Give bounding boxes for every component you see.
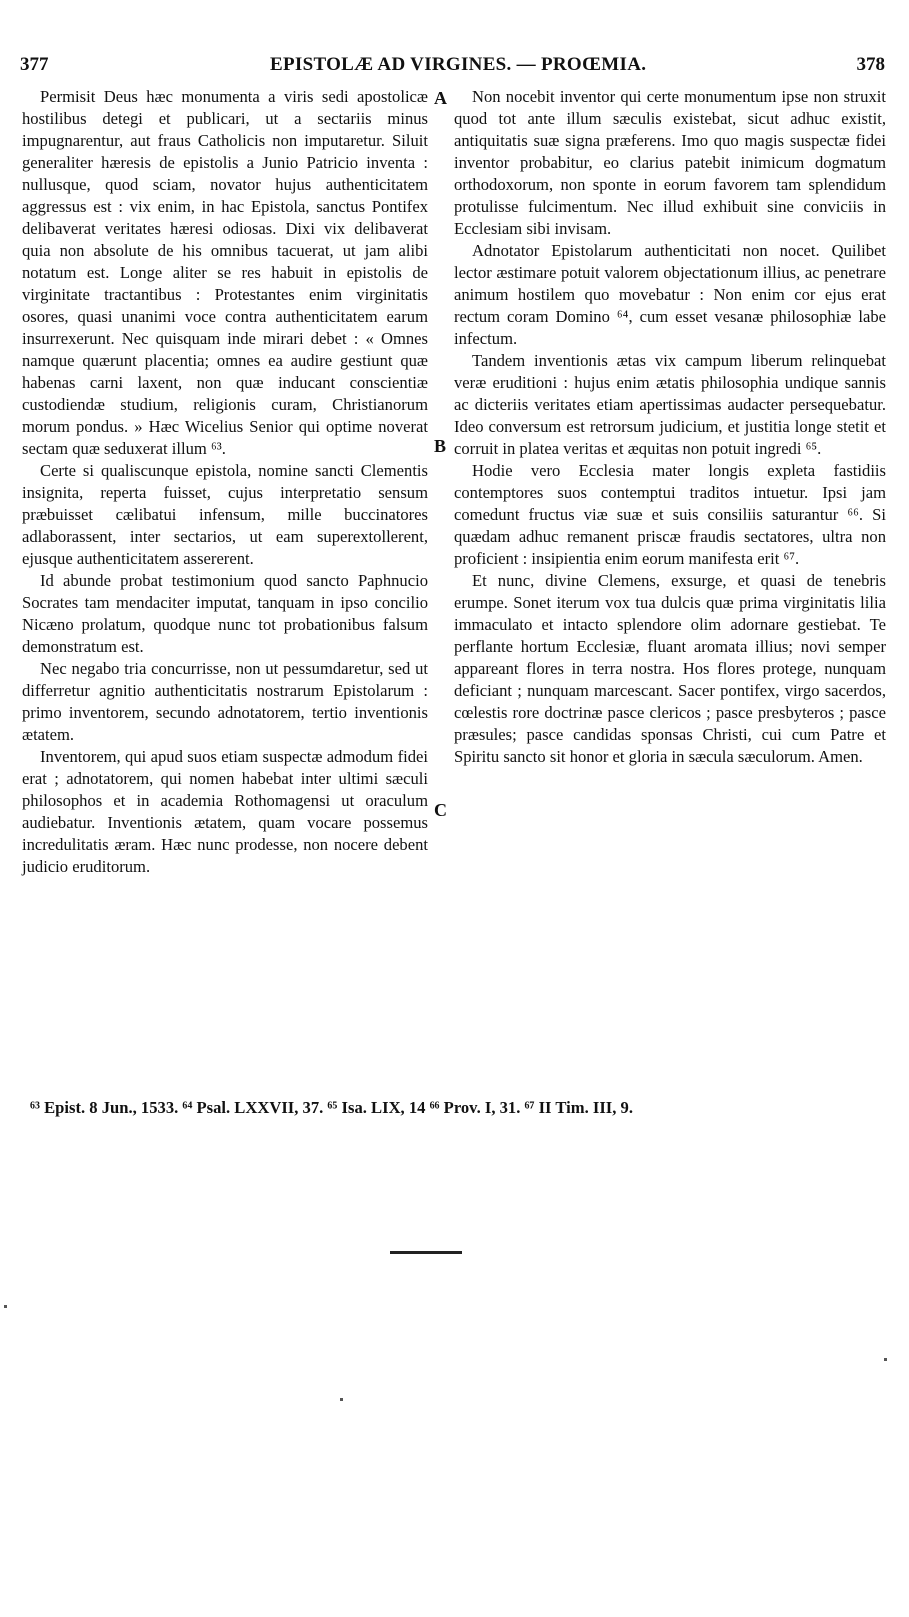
scan-speck	[4, 1305, 7, 1308]
running-header	[0, 54, 909, 82]
paragraph: Permisit Deus hæc monumenta a viris sedi apostolicæ hostilibus detegi et publicari, ut a sectariis minus impugnarentur, aut fraus Catholicis non imputaretur. Siluit generaliter hæresis de epistolis a Junio Patricio inventa : nullusque, quod sciam, novator hujus authenticitatem aggressus est : vix enim, in hac Epistola, sanctus Pontifex delibaverat veritates hæresi odiosas. Dixi vix delibaverat quia non absolute de his omnibus tacuerat, ut jam alibi notatum est. Longe aliter se res habuit in epistolis de virginitate tractantibus : Protestantes enim virginitatis osores, quasi unanimi voce contra authenticitatem earum insurrexerunt. Nec quisquam inde mirari debet : « Omnes namque quærunt placentia; omnes ea audire gestiunt quæ habenas carni laxent, non quæ inducant conscientiæ custodiendæ studium, religionis curam, Christianorum morum pondus. » Hæc Wicelius Senior qui optime noverat sectam quæ seduxerat illum ⁶³.	[22, 87, 428, 458]
paragraph: Non nocebit inventor qui certe monumentum ipse non struxit quod tot ante illum sæculis existebat, sicut adhuc existit, antiquitatis suæ signa præferens. Imo quo magis suspectæ fidei inventor probabitur, eo clarius patebit inimicum dogmatum orthodoxorum, non sponte in eorum favorem tam splendidum protulisse fulcimentum. Nec illud exhibuit sine conviciis in Ecclesiam sibi invisam.	[454, 87, 886, 238]
scan-speck	[340, 1398, 343, 1401]
page-number-right: 378	[856, 54, 885, 75]
paragraph: Et nunc, divine Clemens, exsurge, et quasi de tenebris erumpe. Sonet iterum vox tua dulcis quæ prima virginitatis lilia immaculato et intacto splendore olim adornare gestiebat. Te perflante hortum Ecclesiæ, fluant aromata illius; novi semper appareant flores in terra nostra. Hos flores protege, nunquam deficiant ; nunquam marcescant. Sacer pontifex, virgo sacerdos, cœlestis rore doctrinæ pasce clericos ; pasce presbyteros ; pasce præsules; pasce candidas sponsas Christi, cui cum Patre et Spiritu sancto sit honor et gloria in sæcula sæculorum. Amen.	[454, 571, 886, 766]
margin-marker-a: A	[434, 88, 447, 108]
page-number-left: 377	[20, 54, 49, 75]
paragraph: Id abunde probat testimonium quod sancto Paphnucio Socrates tam mendaciter imputat, tanquam in ipso concilio Nicæno prolatum, quodque nunc tot probationibus falsum demonstratum est.	[22, 571, 428, 656]
scan-speck	[884, 1358, 887, 1361]
paragraph: Nec negabo tria concurrisse, non ut pessumdaretur, sed ut differretur agnitio authenticitatis nostrarum Epistolarum : primo inventorem, secundo adnotatorem, tertio inventionis ætatem.	[22, 659, 428, 744]
paragraph: Hodie vero Ecclesia mater longis expleta fastidiis contemptores suos contemptui traditos intuetur. Ipsi jam comedunt fructus viæ suæ et suis consiliis saturantur ⁶⁶. Si quædam adhuc remanent priscæ fraudis sectatores, ultra non proficient : insipientia enim eorum manifesta erit ⁶⁷.	[454, 461, 886, 568]
paragraph: Adnotator Epistolarum authenticitati non nocet. Quilibet lector æstimare potuit valorem objectationum illius, ac penetrare animum hostilem quo movebatur : Non enim cor ejus erat rectum coram Domino ⁶⁴, cum esset vesanæ philosophiæ labe infectum.	[454, 241, 886, 348]
end-rule	[390, 1251, 462, 1254]
margin-marker-c: C	[434, 800, 447, 820]
running-title: EPISTOLÆ AD VIRGINES. — PROŒMIA.	[270, 54, 647, 75]
paragraph: Tandem inventionis ætas vix campum liberum relinquebat veræ eruditioni : hujus enim ætatis philosophia undique sannis ac dicteriis veritates etiam apertissimas audacter persequebatur. Ideo conversum est retrorsum judicium, et justitia longe stetit et corruit in platea veritas et æquitas non potuit ingredi ⁶⁵.	[454, 351, 886, 458]
right-column	[454, 86, 886, 768]
footnotes: ⁶³ Epist. 8 Jun., 1533. ⁶⁴ Psal. LXXVII, 37. ⁶⁵ Isa. LIX, 14 ⁶⁶ Prov. I, 31. ⁶⁷ II Tim. III, 9.	[30, 1098, 633, 1117]
paragraph: Certe si qualiscunque epistola, nomine sancti Clementis insignita, reperta fuisset, cujus interpretatio sensum præbuisset cælibatui infensum, mille buccinatores adlaborassent, inter sectarios, ut eam superextollerent, ejusque authenticitatem assererent.	[22, 461, 428, 568]
left-column	[22, 86, 428, 878]
margin-marker-b: B	[434, 436, 447, 456]
paragraph: Inventorem, qui apud suos etiam suspectæ admodum fidei erat ; adnotatorem, qui nomen habebat inter ultimi sæculi philosophos et in academia Rothomagensi ut oraculum audiebatur. Inventionis ætatem, quam vocare possemus incredulitatis æram. Hæc nunc prodesse, non nocere debent judicio eruditorum.	[22, 747, 428, 876]
